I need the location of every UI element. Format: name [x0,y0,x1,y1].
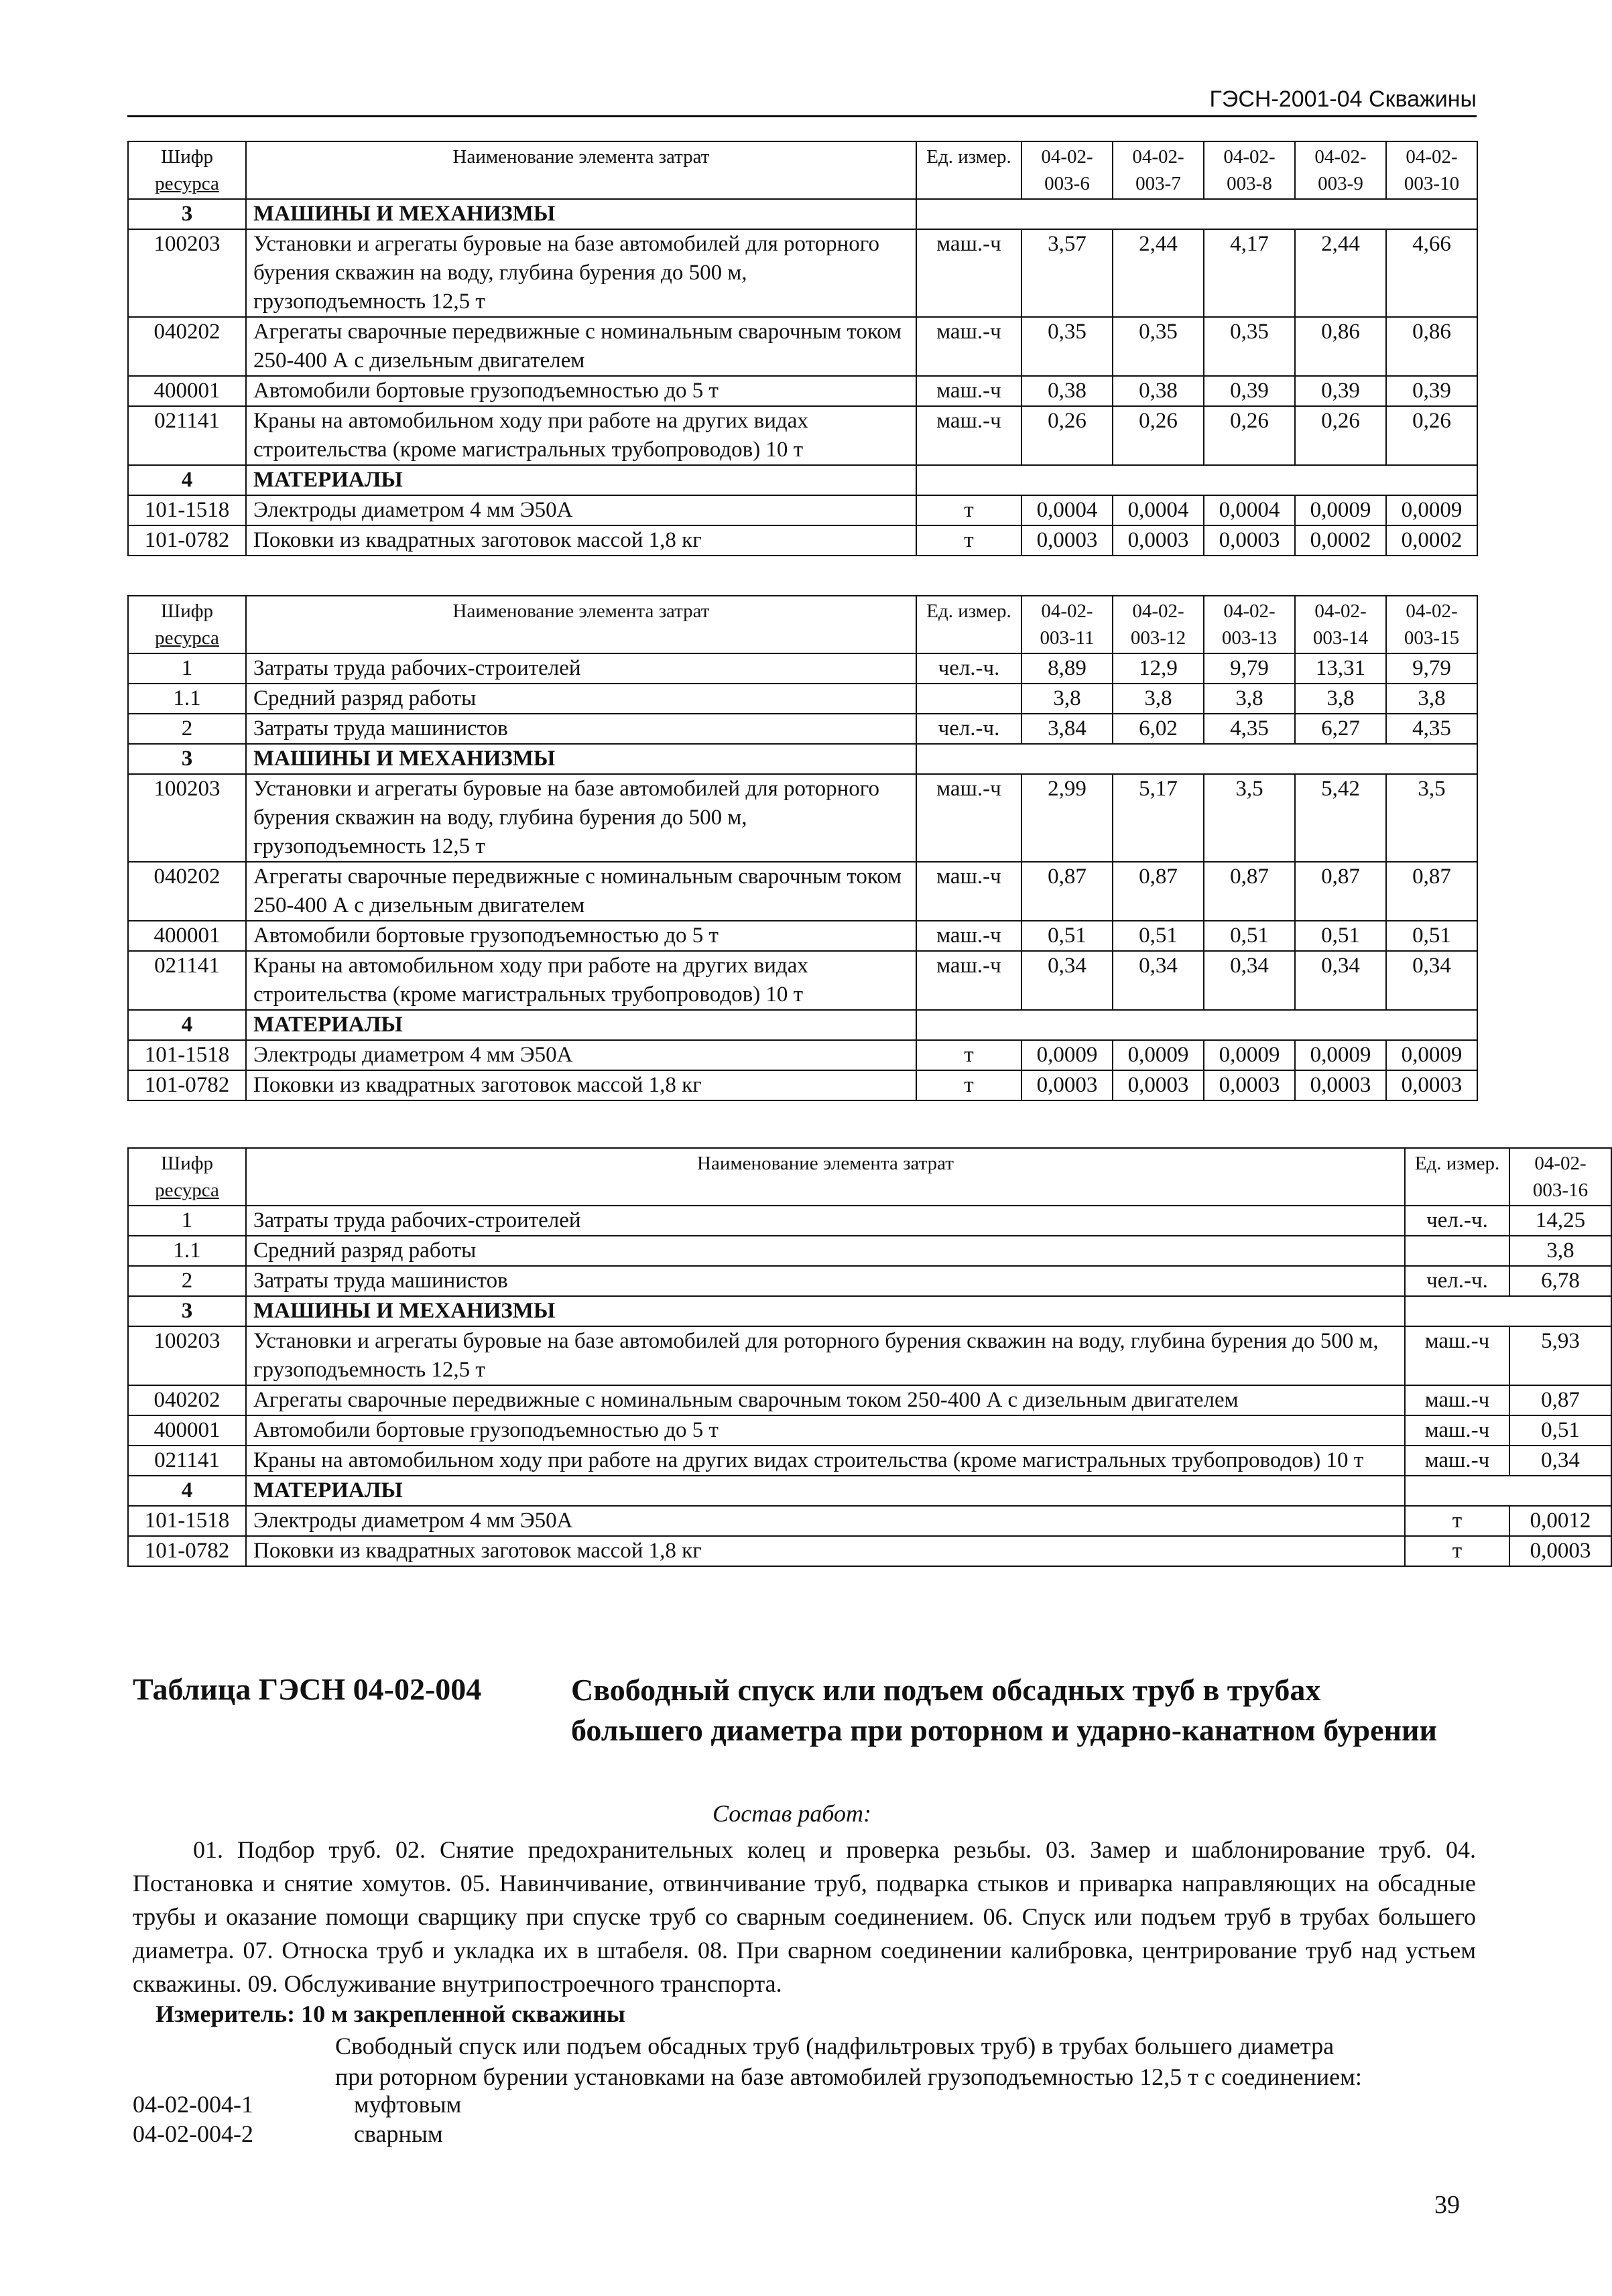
norm-value: 0,51 [1021,921,1113,951]
header-code [128,1148,246,1206]
work-text: 01. Подбор труб. 02. Снятие предохранительных колец и проверка резьбы. 03. Замер и шаблонирование труб. 04. Постановка и снятие хомутов. 05. Навинчивание, отвинчивание труб, подварка стыков и приварка направляющих на обсадные трубы и оказание помощи сварщику при спуске труб со сварным соединением. 06. Спуск или подъем труб в трубах большего диаметра. 07. Относка труб и укладка их в штабеля. 08. При сварном соединении калибровка, центрирование труб над устьем скважины. 09. Обслуживание внутрипостроечного транспорта. [133,1836,1476,1997]
norm-value: 0,0003 [1113,525,1204,556]
section-row [128,1476,1611,1506]
norm-value: 0,0009 [1204,1040,1295,1070]
header-norm-line: 003-6 [1044,173,1090,194]
table-row [128,376,1477,406]
header-norm-code [1204,596,1295,653]
table-row [128,1446,1611,1476]
resource-name: Затраты труда рабочих-строителей [246,1206,1405,1236]
norm-value: 0,51 [1295,921,1386,951]
norm-value: 0,26 [1295,406,1386,465]
resource-code: 101-0782 [128,1536,246,1566]
resource-code: 100203 [128,229,246,317]
resource-name: Установки и агрегаты буровые на базе автомобилей для роторного бурения скважин на воду, глубина бурения до 500 м, грузоподъемность 12,5 т [246,1326,1405,1385]
resource-name: Затраты труда машинистов [246,714,916,744]
header-norm-line: 04-02- [1132,600,1184,622]
resource-name: Средний разряд работы [246,1236,1405,1266]
table-header-row [128,141,1477,199]
table-row [128,406,1477,465]
resource-code: 100203 [128,774,246,862]
resource-code: 4 [128,1476,246,1506]
norm-value: 9,79 [1204,653,1295,684]
table-row [128,921,1477,951]
norm-value: 0,0003 [1021,1070,1113,1100]
section-title: МАТЕРИАЛЫ [246,1010,916,1040]
resource-code: 400001 [128,921,246,951]
resource-name: Агрегаты сварочные передвижные с номинальным сварочным током 250-400 А с дизельным двигателем [246,317,916,376]
resource-code: 1 [128,1206,246,1236]
header-code [128,141,246,199]
header-code-line: ресурса [155,627,219,649]
resource-unit: т [1405,1536,1509,1566]
resource-code: 2 [128,714,246,744]
norm-value: 0,34 [1113,951,1204,1010]
header-unit: Ед. измер. [1405,1148,1509,1206]
section-row [128,199,1477,229]
resource-code: 2 [128,1266,246,1296]
resource-code: 101-0782 [128,1070,246,1100]
header-norm-line: 003-14 [1312,627,1369,649]
header-code-line: Шифр [160,600,214,622]
resource-table-3 [127,1147,1612,1567]
norm-value: 0,0003 [1386,1070,1477,1100]
resource-name: Автомобили бортовые грузоподъемностью до 5 т [246,1415,1405,1446]
norm-value: 0,87 [1021,862,1113,921]
resource-name: Краны на автомобильном ходу при работе на других видах строительства (кроме магистральных трубопроводов) 10 т [246,1446,1405,1476]
header-code-line: ресурса [155,173,219,194]
header-norm-line: 003-13 [1221,627,1278,649]
header-norm-code [1386,596,1477,653]
variant-code: 04-02-004-2 [133,2120,253,2147]
header-norm-line: 003-10 [1404,173,1460,194]
header-norm-line: 04-02- [1314,146,1367,168]
section-row [128,1010,1477,1040]
header-unit: Ед. измер. [916,596,1021,653]
norm-value: 3,84 [1021,714,1113,744]
table-row [128,653,1477,684]
resource-code: 400001 [128,1415,246,1446]
header-norm-line: 003-7 [1135,173,1181,194]
resource-code: 021141 [128,951,246,1010]
resource-name: Агрегаты сварочные передвижные с номинальным сварочным током 250-400 А с дизельным двигателем [246,1385,1405,1415]
resource-code: 4 [128,1010,246,1040]
resource-unit: маш.-ч [916,921,1021,951]
table-row [128,495,1477,525]
section-filler [916,199,1477,229]
resource-name: Поковки из квадратных заготовок массой 1,8 кг [246,1536,1405,1566]
table-row [128,774,1477,862]
resource-table-1 [127,141,1478,556]
resource-unit: маш.-ч [916,951,1021,1010]
resource-name: Установки и агрегаты буровые на базе автомобилей для роторного бурения скважин на воду, глубина бурения до 500 м, грузоподъемность 12,5 т [246,229,916,317]
table-row [128,1415,1611,1446]
resource-name: Электроды диаметром 4 мм Э50А [246,495,916,525]
table-row [128,862,1477,921]
variant-description-line: Свободный спуск или подъем обсадных труб (надфильтровых труб) в трубах большего диаметра [335,2033,1335,2059]
resource-code: 4 [128,465,246,495]
resource-unit: т [916,1040,1021,1070]
resource-unit: т [1405,1506,1509,1536]
resource-name: Средний разряд работы [246,684,916,714]
variant-description [335,2031,1475,2092]
norm-value: 0,0003 [1295,1070,1386,1100]
norm-value: 2,44 [1295,229,1386,317]
norm-value: 0,0009 [1386,1040,1477,1070]
resource-unit: маш.-ч [1405,1446,1509,1476]
norm-value: 0,0003 [1509,1536,1611,1566]
header-unit: Ед. измер. [916,141,1021,199]
norm-value: 0,26 [1386,406,1477,465]
header-norm-code [1386,141,1477,199]
variant-row [133,2090,461,2119]
header-norm-line: 003-8 [1227,173,1272,194]
table-row [128,684,1477,714]
section-title: МАТЕРИАЛЫ [246,465,916,495]
header-norm-line: 04-02- [1406,146,1458,168]
norm-value: 9,79 [1386,653,1477,684]
variant-label: сварным [354,2120,443,2147]
table-row [128,1506,1611,1536]
norm-value: 2,99 [1021,774,1113,862]
norm-value: 0,87 [1295,862,1386,921]
resource-unit: маш.-ч [1405,1385,1509,1415]
resource-code: 040202 [128,317,246,376]
variant-description-line: при роторном бурении установками на базе автомобилей грузоподъемностью 12,5 т с соединением: [335,2063,1362,2090]
norm-value: 0,87 [1386,862,1477,921]
header-norm-code [1295,141,1386,199]
resource-code: 400001 [128,376,246,406]
header-norm-line: 04-02- [1223,146,1276,168]
norm-value: 13,31 [1295,653,1386,684]
header-norm-code [1113,141,1204,199]
section-title: МАШИНЫ И МЕХАНИЗМЫ [246,199,916,229]
table-row [128,1536,1611,1566]
norm-value: 12,9 [1113,653,1204,684]
resource-code: 3 [128,199,246,229]
norm-value: 0,34 [1204,951,1295,1010]
resource-name: Автомобили бортовые грузоподъемностью до 5 т [246,921,916,951]
norm-value: 2,44 [1113,229,1204,317]
norm-value: 3,8 [1021,684,1113,714]
header-name: Наименование элемента затрат [246,1148,1405,1206]
header-norm-line: 04-02- [1534,1153,1587,1174]
norm-value: 0,35 [1204,317,1295,376]
resource-unit: маш.-ч [916,774,1021,862]
norm-value: 0,39 [1386,376,1477,406]
resource-name: Электроды диаметром 4 мм Э50А [246,1506,1405,1536]
header-norm-line: 003-9 [1318,173,1363,194]
norm-value: 3,5 [1386,774,1477,862]
norm-value: 3,8 [1204,684,1295,714]
resource-unit [1405,1236,1509,1266]
resource-name: Затраты труда рабочих-строителей [246,653,916,684]
header-norm-code [1021,141,1113,199]
work-heading: Состав работ: [712,1800,871,1827]
variant-row [133,2119,443,2149]
resource-name: Поковки из квадратных заготовок массой 1,8 кг [246,525,916,556]
resource-name: Поковки из квадратных заготовок массой 1,8 кг [246,1070,916,1100]
norm-value: 4,17 [1204,229,1295,317]
norm-value: 0,0002 [1295,525,1386,556]
table-row [128,1070,1477,1100]
header-norm-code [1204,141,1295,199]
norm-value: 0,0009 [1295,1040,1386,1070]
measure-unit: Измеритель: 10 м закрепленной скважины [156,2000,625,2027]
resource-unit: маш.-ч [916,229,1021,317]
section-filler [916,465,1477,495]
resource-code: 101-1518 [128,1506,246,1536]
resource-name: Краны на автомобильном ходу при работе на других видах строительства (кроме магистральных трубопроводов) 10 т [246,406,916,465]
norm-value: 4,35 [1386,714,1477,744]
norm-value: 6,02 [1113,714,1204,744]
norm-value: 0,0003 [1113,1070,1204,1100]
norm-value: 3,57 [1021,229,1113,317]
variant-label: муфтовым [354,2091,462,2118]
norm-value: 0,0012 [1509,1506,1611,1536]
norm-value: 0,39 [1204,376,1295,406]
section-title: МАШИНЫ И МЕХАНИЗМЫ [246,1296,1405,1326]
norm-value: 0,87 [1113,862,1204,921]
norm-value: 0,0009 [1386,495,1477,525]
resource-code: 1 [128,653,246,684]
table-row [128,1206,1611,1236]
resource-unit: маш.-ч [1405,1326,1509,1385]
norm-value: 0,0009 [1295,495,1386,525]
resource-code: 1.1 [128,684,246,714]
header-norm-line: 04-02- [1314,600,1367,622]
norm-value: 0,86 [1386,317,1477,376]
norm-value: 0,0004 [1021,495,1113,525]
norm-value: 0,0003 [1021,525,1113,556]
table-header-row [128,1148,1611,1206]
table-row [128,1385,1611,1415]
norm-value: 3,8 [1113,684,1204,714]
table-row [128,1040,1477,1070]
section-title: МАШИНЫ И МЕХАНИЗМЫ [246,744,916,774]
header-norm-line: 04-02- [1406,600,1458,622]
norm-value: 3,5 [1204,774,1295,862]
header-norm-line: 003-15 [1404,627,1460,649]
table-header-row [128,596,1477,653]
header-norm-code [1113,596,1204,653]
norm-value: 0,51 [1386,921,1477,951]
norm-value: 0,0003 [1204,525,1295,556]
table-row [128,1266,1611,1296]
norm-value: 0,51 [1509,1415,1611,1446]
header-norm-code [1295,596,1386,653]
section-filler [1405,1476,1611,1506]
section-filler [916,744,1477,774]
resource-unit: т [916,1070,1021,1100]
section-row [128,744,1477,774]
norm-value: 0,34 [1021,951,1113,1010]
resource-unit: маш.-ч [1405,1415,1509,1446]
variant-code: 04-02-004-1 [133,2091,253,2118]
resource-unit: чел.-ч. [916,714,1021,744]
norm-value: 5,93 [1509,1326,1611,1385]
running-head: ГЭСН-2001-04 Скважины [127,86,1477,117]
resource-code: 3 [128,744,246,774]
resource-name: Агрегаты сварочные передвижные с номинальным сварочным током 250-400 А с дизельным двигателем [246,862,916,921]
section-title: МАТЕРИАЛЫ [246,1476,1405,1506]
header-norm-line: 003-11 [1040,627,1095,649]
resource-unit: чел.-ч. [1405,1266,1509,1296]
norm-value: 0,38 [1113,376,1204,406]
resource-name: Автомобили бортовые грузоподъемностью до 5 т [246,376,916,406]
header-norm-line: 04-02- [1223,600,1276,622]
resource-code: 1.1 [128,1236,246,1266]
resource-unit: т [916,495,1021,525]
resource-unit: маш.-ч [916,406,1021,465]
resource-code: 3 [128,1296,246,1326]
header-code [128,596,246,653]
norm-value: 8,89 [1021,653,1113,684]
section-row [128,465,1477,495]
norm-value: 0,34 [1509,1446,1611,1476]
section-row [128,1296,1611,1326]
norm-value: 0,0003 [1204,1070,1295,1100]
header-code-line: ресурса [155,1179,219,1201]
norm-value: 0,38 [1021,376,1113,406]
header-norm-line: 003-16 [1532,1179,1589,1201]
norm-value: 0,0004 [1113,495,1204,525]
page-number: 39 [1434,2191,1460,2219]
resource-name: Затраты труда машинистов [246,1266,1405,1296]
header-norm-code [1021,596,1113,653]
norm-value: 0,0009 [1021,1040,1113,1070]
header-code-line: Шифр [160,146,214,168]
header-norm-line: 04-02- [1041,600,1093,622]
norm-value: 0,26 [1113,406,1204,465]
norm-value: 0,35 [1021,317,1113,376]
norm-value: 5,42 [1295,774,1386,862]
norm-value: 3,8 [1295,684,1386,714]
table-row [128,951,1477,1010]
norm-value: 0,0009 [1113,1040,1204,1070]
table-name: Свободный спуск или подъем обсадных труб в трубах большего диаметра при роторном и ударно-канатном бурении [571,1673,1437,1747]
resource-unit [916,684,1021,714]
norm-value: 3,8 [1509,1236,1611,1266]
resource-code: 021141 [128,406,246,465]
norm-value: 4,66 [1386,229,1477,317]
resource-code: 040202 [128,1385,246,1415]
table-row [128,525,1477,556]
norm-value: 0,26 [1021,406,1113,465]
norm-value: 0,87 [1204,862,1295,921]
norm-value: 0,34 [1295,951,1386,1010]
resource-table-2 [127,595,1478,1101]
header-code-line: Шифр [160,1153,214,1174]
header-norm-line: 04-02- [1041,146,1093,168]
resource-unit: маш.-ч [916,862,1021,921]
norm-value: 0,34 [1386,951,1477,1010]
norm-value: 0,39 [1295,376,1386,406]
header-name: Наименование элемента затрат [246,596,916,653]
norm-value: 6,78 [1509,1266,1611,1296]
resource-unit: маш.-ч [916,376,1021,406]
norm-value: 0,35 [1113,317,1204,376]
norm-value: 0,51 [1204,921,1295,951]
norm-value: 3,8 [1386,684,1477,714]
table-row [128,1236,1611,1266]
norm-value: 0,26 [1204,406,1295,465]
section-filler [916,1010,1477,1040]
table-label: Таблица ГЭСН 04-02-004 [133,1672,482,1706]
resource-unit: т [916,525,1021,556]
resource-unit: маш.-ч [916,317,1021,376]
norm-value: 14,25 [1509,1206,1611,1236]
header-norm-line: 04-02- [1132,146,1184,168]
resource-code: 101-1518 [128,1040,246,1070]
resource-name: Краны на автомобильном ходу при работе на других видах строительства (кроме магистральных трубопроводов) 10 т [246,951,916,1010]
norm-value: 0,87 [1509,1385,1611,1415]
resource-code: 100203 [128,1326,246,1385]
norm-value: 4,35 [1204,714,1295,744]
table-row [128,229,1477,317]
header-norm-code [1509,1148,1611,1206]
norm-value: 0,86 [1295,317,1386,376]
resource-code: 101-1518 [128,495,246,525]
norm-value: 5,17 [1113,774,1204,862]
resource-code: 040202 [128,862,246,921]
norm-value: 0,0002 [1386,525,1477,556]
section-filler [1405,1296,1611,1326]
header-name: Наименование элемента затрат [246,141,916,199]
resource-code: 101-0782 [128,525,246,556]
table-row [128,1326,1611,1385]
norm-value: 6,27 [1295,714,1386,744]
resource-name: Электроды диаметром 4 мм Э50А [246,1040,916,1070]
resource-code: 021141 [128,1446,246,1476]
table-row [128,317,1477,376]
resource-unit: чел.-ч. [916,653,1021,684]
resource-unit: чел.-ч. [1405,1206,1509,1236]
norm-value: 0,0004 [1204,495,1295,525]
table-row [128,714,1477,744]
norm-value: 0,51 [1113,921,1204,951]
resource-name: Установки и агрегаты буровые на базе автомобилей для роторного бурения скважин на воду, глубина бурения до 500 м, грузоподъемность 12,5 т [246,774,916,862]
header-norm-line: 003-12 [1130,627,1186,649]
